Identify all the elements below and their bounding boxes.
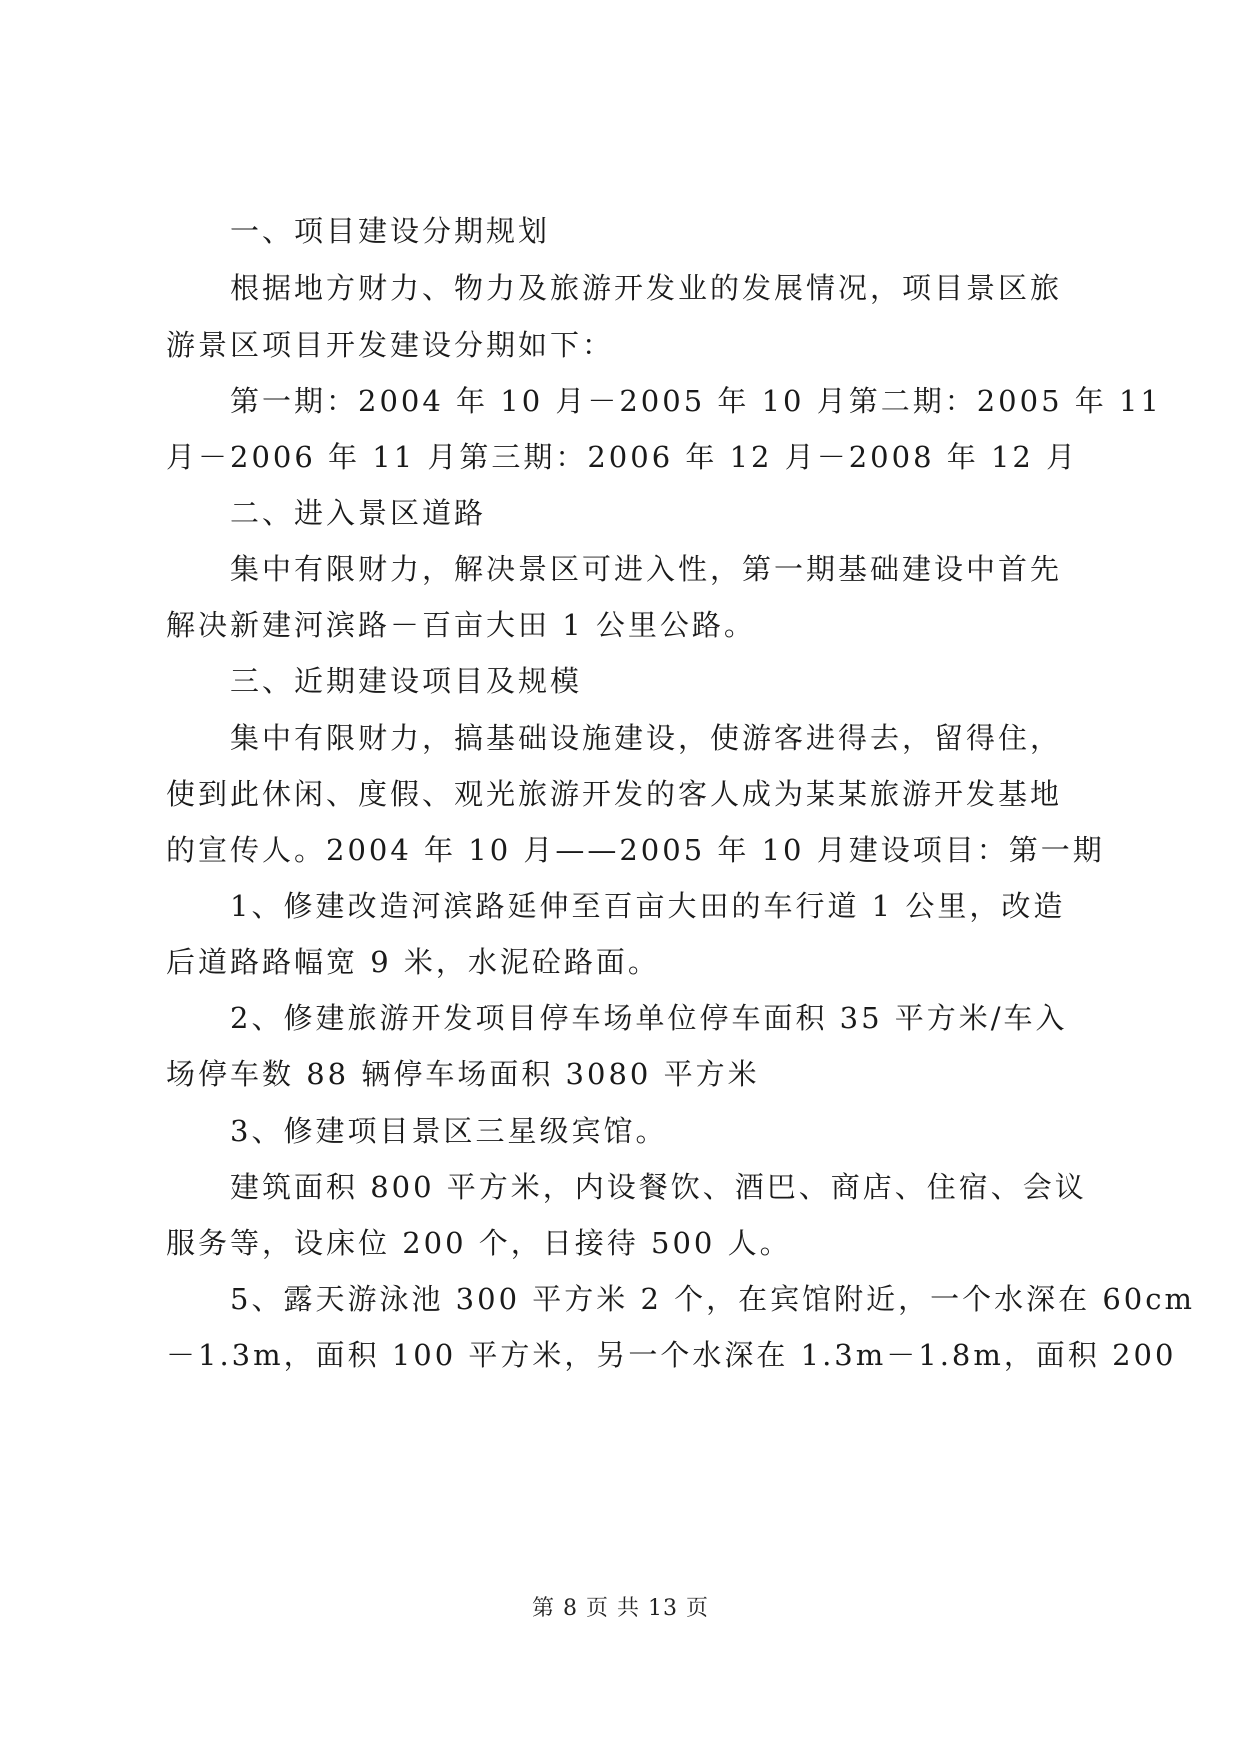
paragraph-line: 游景区项目开发建设分期如下： — [166, 328, 615, 362]
heading-access-road: 二、进入景区道路 — [230, 496, 487, 530]
paragraph-line: 场停车数 88 辆停车场面积 3080 平方米 — [166, 1057, 760, 1091]
list-item-3: 3、修建项目景区三星级宾馆。 — [230, 1114, 668, 1148]
list-item-1: 1、修建改造河滨路延伸至百亩大田的车行道 1 公里，改造 — [230, 889, 1066, 923]
paragraph-line: 月－2006 年 11 月第三期：2006 年 12 月－2008 年 12 月 — [166, 440, 1079, 474]
paragraph-line: 集中有限财力，搞基础设施建设，使游客进得去，留得住， — [230, 721, 1063, 755]
paragraph-line: 解决新建河滨路－百亩大田 1 公里公路。 — [166, 608, 756, 642]
list-item-2: 2、修建旅游开发项目停车场单位停车面积 35 平方米/车入 — [230, 1001, 1068, 1035]
paragraph-line: 服务等，设床位 200 个，日接待 500 人。 — [166, 1226, 792, 1260]
heading-phase-plan: 一、项目建设分期规划 — [230, 214, 551, 248]
list-item-5: 5、露天游泳池 300 平方米 2 个，在宾馆附近，一个水深在 60cm — [230, 1282, 1195, 1316]
paragraph-line: －1.3m，面积 100 平方米，另一个水深在 1.3m－1.8m，面积 200 — [166, 1338, 1177, 1372]
paragraph-line: 建筑面积 800 平方米，内设餐饮、酒巴、商店、住宿、会议 — [230, 1170, 1087, 1204]
paragraph-line: 使到此休闲、度假、观光旅游开发的客人成为某某旅游开发基地 — [166, 777, 1063, 811]
paragraph-line: 根据地方财力、物力及旅游开发业的发展情况，项目景区旅 — [230, 271, 1063, 305]
paragraph-line: 集中有限财力，解决景区可进入性，第一期基础建设中首先 — [230, 552, 1063, 586]
paragraph-line: 的宣传人。2004 年 10 月——2005 年 10 月建设项目：第一期 — [166, 833, 1105, 867]
heading-near-term-projects: 三、近期建设项目及规模 — [230, 664, 583, 698]
paragraph-line: 后道路路幅宽 9 米，水泥砼路面。 — [166, 945, 660, 979]
paragraph-line: 第一期：2004 年 10 月－2005 年 10 月第二期：2005 年 11 — [230, 384, 1162, 418]
page-footer: 第 8 页 共 13 页 — [532, 1596, 709, 1621]
